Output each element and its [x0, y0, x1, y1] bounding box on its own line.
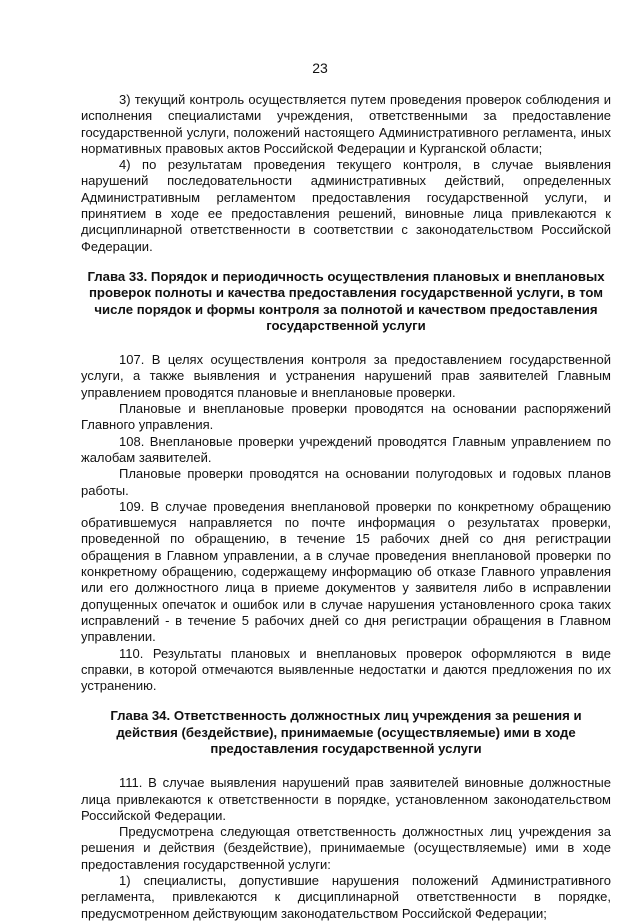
chapter-heading: Глава 34. Ответственность должностных лиц учреждения за решения и действия (бездействие), принимаемые (осуществляемые) ими в ходе предоставления государственной услуги: [110, 708, 582, 756]
chapter-heading: Глава 33. Порядок и периодичность осуществления плановых и внеплановых проверок полноты и качества предоставления государственной услуги, в том числе порядок и формы контроля за полнотой и качеством предоставления государственной услуги: [87, 268, 605, 333]
paragraph: 108. Внеплановые проверки учреждений проводятся Главным управлением по жалобам заявителей.: [81, 433, 611, 465]
page-number: 23: [312, 60, 328, 76]
paragraph: 110. Результаты плановых и внеплановых проверок оформляются в виде справки, в которой отмечаются выявленные недостатки и даются предложения по их устранению.: [81, 645, 611, 694]
paragraph: Плановые проверки проводятся на основании полугодовых и годовых планов работы.: [81, 466, 611, 498]
document-body: [81, 92, 611, 922]
paragraph: Предусмотрена следующая ответственность должностных лиц учреждения за решения и действия (бездействие), принимаемые (осуществляемые) ими в ходе предоставления государственной услуги:: [81, 824, 611, 872]
spacer: [81, 334, 611, 352]
paragraph: Плановые и внеплановые проверки проводятся на основании распоряжений Главного управления.: [81, 401, 611, 433]
spacer: [81, 255, 611, 269]
paragraph: 4) по результатам проведения текущего контроля, в случае выявления нарушений последовательности административных действий, определенных Административным регламентом предоставления государственной услуги, и принятием в ходе ее предоставления решений, виновные лица привлекаются к дисциплинарной ответственности в соответствии с законодательством Российской Федерации.: [81, 157, 611, 254]
paragraph: 107. В целях осуществления контроля за предоставлением государственной услуги, а также выявления и устранения нарушений прав заявителей Главным управлением проводятся плановые и внеплановые проверки.: [81, 352, 611, 400]
paragraph: 111. В случае выявления нарушений прав заявителей виновные должностные лица привлекаются к ответственности в порядке, установленном законодательством Российской Федерации.: [81, 775, 611, 823]
paragraph: 3) текущий контроль осуществляется путем проведения проверок соблюдения и исполнения специалистами учреждения, ответственными за предоставление государственной услуги, положений настоящего Административного регламента, иных нормативных правовых актов Российской Федерации и Курганской области;: [81, 92, 611, 156]
paragraph: 1) специалисты, допустившие нарушения положений Административного регламента, привлекаются к дисциплинарной ответственности в порядке, предусмотренном действующим законодательством Российской Федерации;: [81, 873, 611, 921]
spacer: [81, 757, 611, 775]
paragraph: 109. В случае проведения внеплановой проверки по конкретному обращению обратившемуся направляется по почте информация о результатах проверки, проведенной по обращению, в течение 15 рабочих дней со дня регистрации обращения в Главном управлении, а в случае проведения внеплановой проверки по конкретному обращению, содержащему информацию об отказе Главного управления или его должностного лица в приеме документов у заявителя либо в исправлении допущенных опечаток и ошибок или в случае нарушения установленного срока таких исправлений - в течение 5 рабочих дней со дня регистрации обращения в Главном управлении.: [81, 498, 611, 645]
spacer: [81, 694, 611, 708]
